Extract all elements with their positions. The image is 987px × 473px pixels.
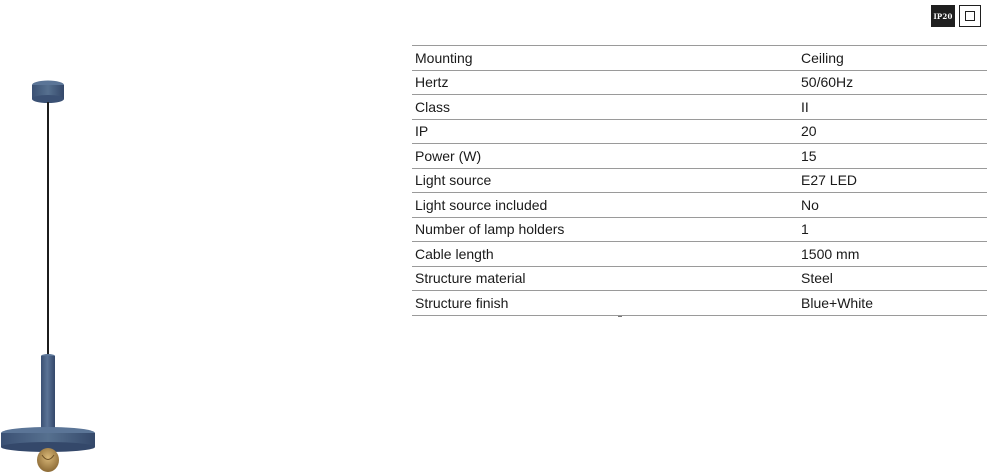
spec-value: E27 LED [798,168,987,193]
spec-label: Structure finish [412,291,798,316]
spec-row [412,242,987,267]
spec-value: No [798,193,987,218]
spec-label: Cable length [412,242,798,267]
divider-mark [618,316,622,317]
spec-label: Mounting [412,46,798,71]
spec-row [412,291,987,316]
spec-row [412,266,987,291]
spec-value: 50/60Hz [798,70,987,95]
spec-value: Ceiling [798,46,987,71]
certification-badges [931,5,981,27]
spec-label: Light source [412,168,798,193]
spec-value: 20 [798,119,987,144]
spec-value: II [798,95,987,120]
ip20-badge: IP20 [931,5,955,27]
spec-label: Number of lamp holders [412,217,798,242]
spec-label: Class [412,95,798,120]
spec-row [412,193,987,218]
spec-value: 1500 mm [798,242,987,267]
spec-value: 15 [798,144,987,169]
spec-label: Power (W) [412,144,798,169]
spec-value: Blue+White [798,291,987,316]
spec-label: Hertz [412,70,798,95]
spec-label: Structure material [412,266,798,291]
class-ii-double-insulation-icon [959,5,981,27]
spec-row [412,168,987,193]
spec-value: 1 [798,217,987,242]
spec-row [412,217,987,242]
pendant-lamp-image [0,0,120,473]
spec-row [412,46,987,71]
spec-row [412,95,987,120]
specifications-table [412,45,987,316]
spec-row [412,70,987,95]
spec-row [412,119,987,144]
spec-label: IP [412,119,798,144]
spec-row [412,144,987,169]
spec-value: Steel [798,266,987,291]
spec-label: Light source included [412,193,798,218]
